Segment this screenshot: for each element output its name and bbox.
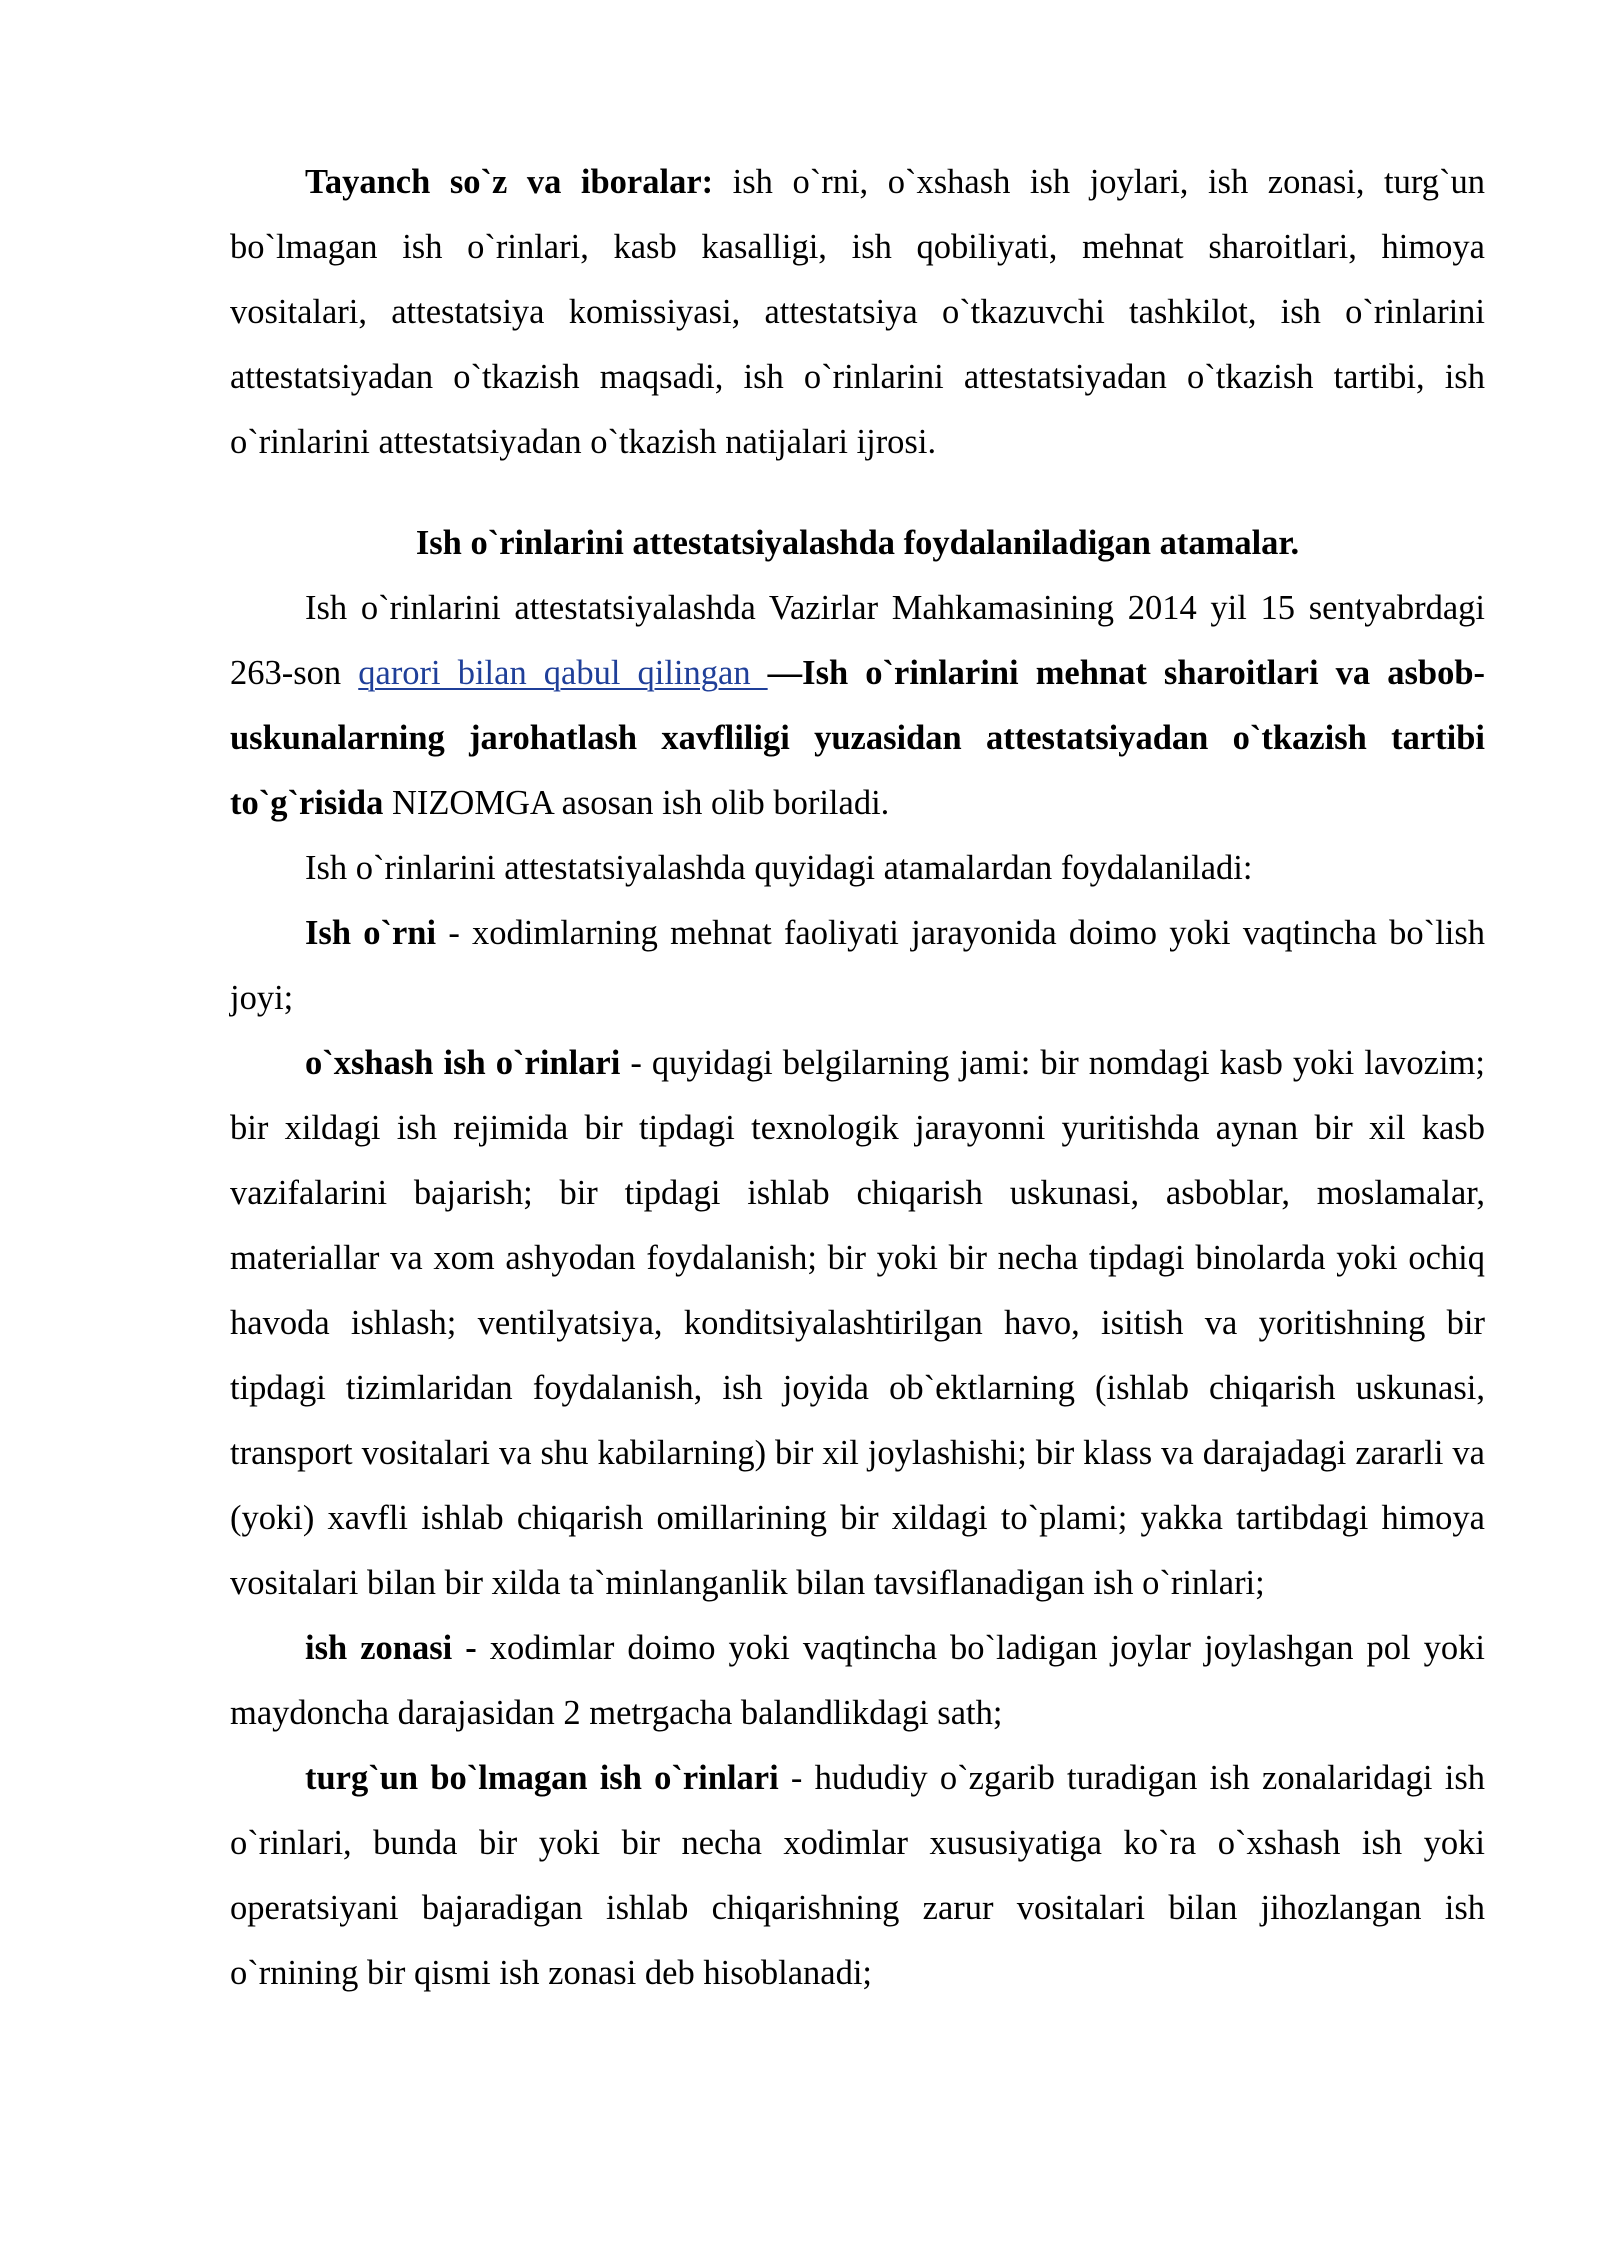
term-paragraph-workplace xyxy=(230,901,1485,1031)
decree-link[interactable]: qarori bilan qabul qilingan xyxy=(358,654,768,692)
term-definition: - xodimlarning mehnat faoliyati jarayonida doimo yoki vaqtincha bo`lish joyi; xyxy=(230,914,1485,1017)
term-name: Ish o`rni xyxy=(305,914,437,952)
term-paragraph-work-zone xyxy=(230,1616,1485,1746)
intro-text-start: Ish o`rinlarini attestatsiyalashda Vazirlar Mahkamasining 2014 yil 15 sentyabrdagi 263-son xyxy=(230,589,1485,692)
term-name: o`xshash ish o`rinlari xyxy=(305,1044,621,1082)
keywords-text: ish o`rni, o`xshash ish joylari, ish zonasi, turg`un bo`lmagan ish o`rinlari, kasb kasalligi, ish qobiliyati, mehnat sharoitlari, himoya vositalari, attestatsiya komissiyasi, attestatsiya o`tkazuvchi tashkilot, ish o`rinlarini attestatsiyadan o`tkazish maqsadi, ish o`rinlarini attestatsiyadan o`tkazish tartibi, ish o`rinlarini attestatsiyadan o`tkazish natijalari ijrosi. xyxy=(230,163,1485,461)
term-definition: - quyidagi belgilarning jami: bir nomdagi kasb yoki lavozim; bir xildagi ish rejimida bir tipdagi texnologik jarayonni yuritishda aynan bir xil kasb vazifalarini bajarish; bir tipdagi ishlab chiqarish uskunasi, asboblar, moslamalar, materiallar va xom ashyodan foydalanish; bir yoki bir necha tipdagi binolarda yoki ochiq havoda ishlash; ventilyatsiya, konditsiyalashtirilgan havo, isitish va yoritishning bir tipdagi tizimlaridan foydalanish, ish joyida ob`ektlarning (ishlab chiqarish uskunasi, transport vositalari va shu kabilarning) bir xil joylashishi; bir klass va darajadagi zararli va (yoki) xavfli ishlab chiqarish omillarining bir xildagi to`plami; yakka tartibdagi himoya vositalari bilan bir xilda ta`minlanganlik bilan tavsiflanadigan ish o`rinlari; xyxy=(230,1044,1485,1602)
intro-paragraph xyxy=(230,576,1485,836)
terms-intro-paragraph: Ish o`rinlarini attestatsiyalashda quyidagi atamalardan foydalaniladi: xyxy=(305,849,1253,887)
term-definition: xodimlar doimo yoki vaqtincha bo`ladigan joylar joylashgan pol yoki maydoncha darajasidan 2 metrgacha balandlikdagi sath; xyxy=(230,1629,1485,1732)
regulation-title: —Ish o`rinlarini mehnat sharoitlari va asbob-uskunalarning jarohatlash xavfliligi yuzasidan attestatsiyadan o`tkazish tartibi to`g`risida xyxy=(230,654,1485,822)
term-definition: - hududiy o`zgarib turadigan ish zonalaridagi ish o`rinlari, bunda bir yoki bir necha xodimlar xususiyatiga ko`ra o`xshash ish yoki operatsiyani bajaradigan ishlab chiqarishning zarur vositalari bilan jihozlangan ish o`rnining bir qismi ish zonasi deb hisoblanadi; xyxy=(230,1759,1485,1992)
document-page xyxy=(230,150,1485,2006)
term-paragraph-unstable-workplaces xyxy=(230,1746,1485,2006)
keywords-label: Tayanch so`z va iboralar: xyxy=(305,163,714,201)
section-heading: Ish o`rinlarini attestatsiyalashda foydalaniladigan atamalar. xyxy=(415,524,1300,562)
term-name: turg`un bo`lmagan ish o`rinlari xyxy=(305,1759,779,1797)
intro-text-end: NIZOMGA asosan ish olib boriladi. xyxy=(383,784,890,822)
keywords-paragraph xyxy=(230,150,1485,475)
term-paragraph-similar-workplaces xyxy=(230,1031,1485,1616)
term-name: ish zonasi - xyxy=(305,1629,477,1667)
